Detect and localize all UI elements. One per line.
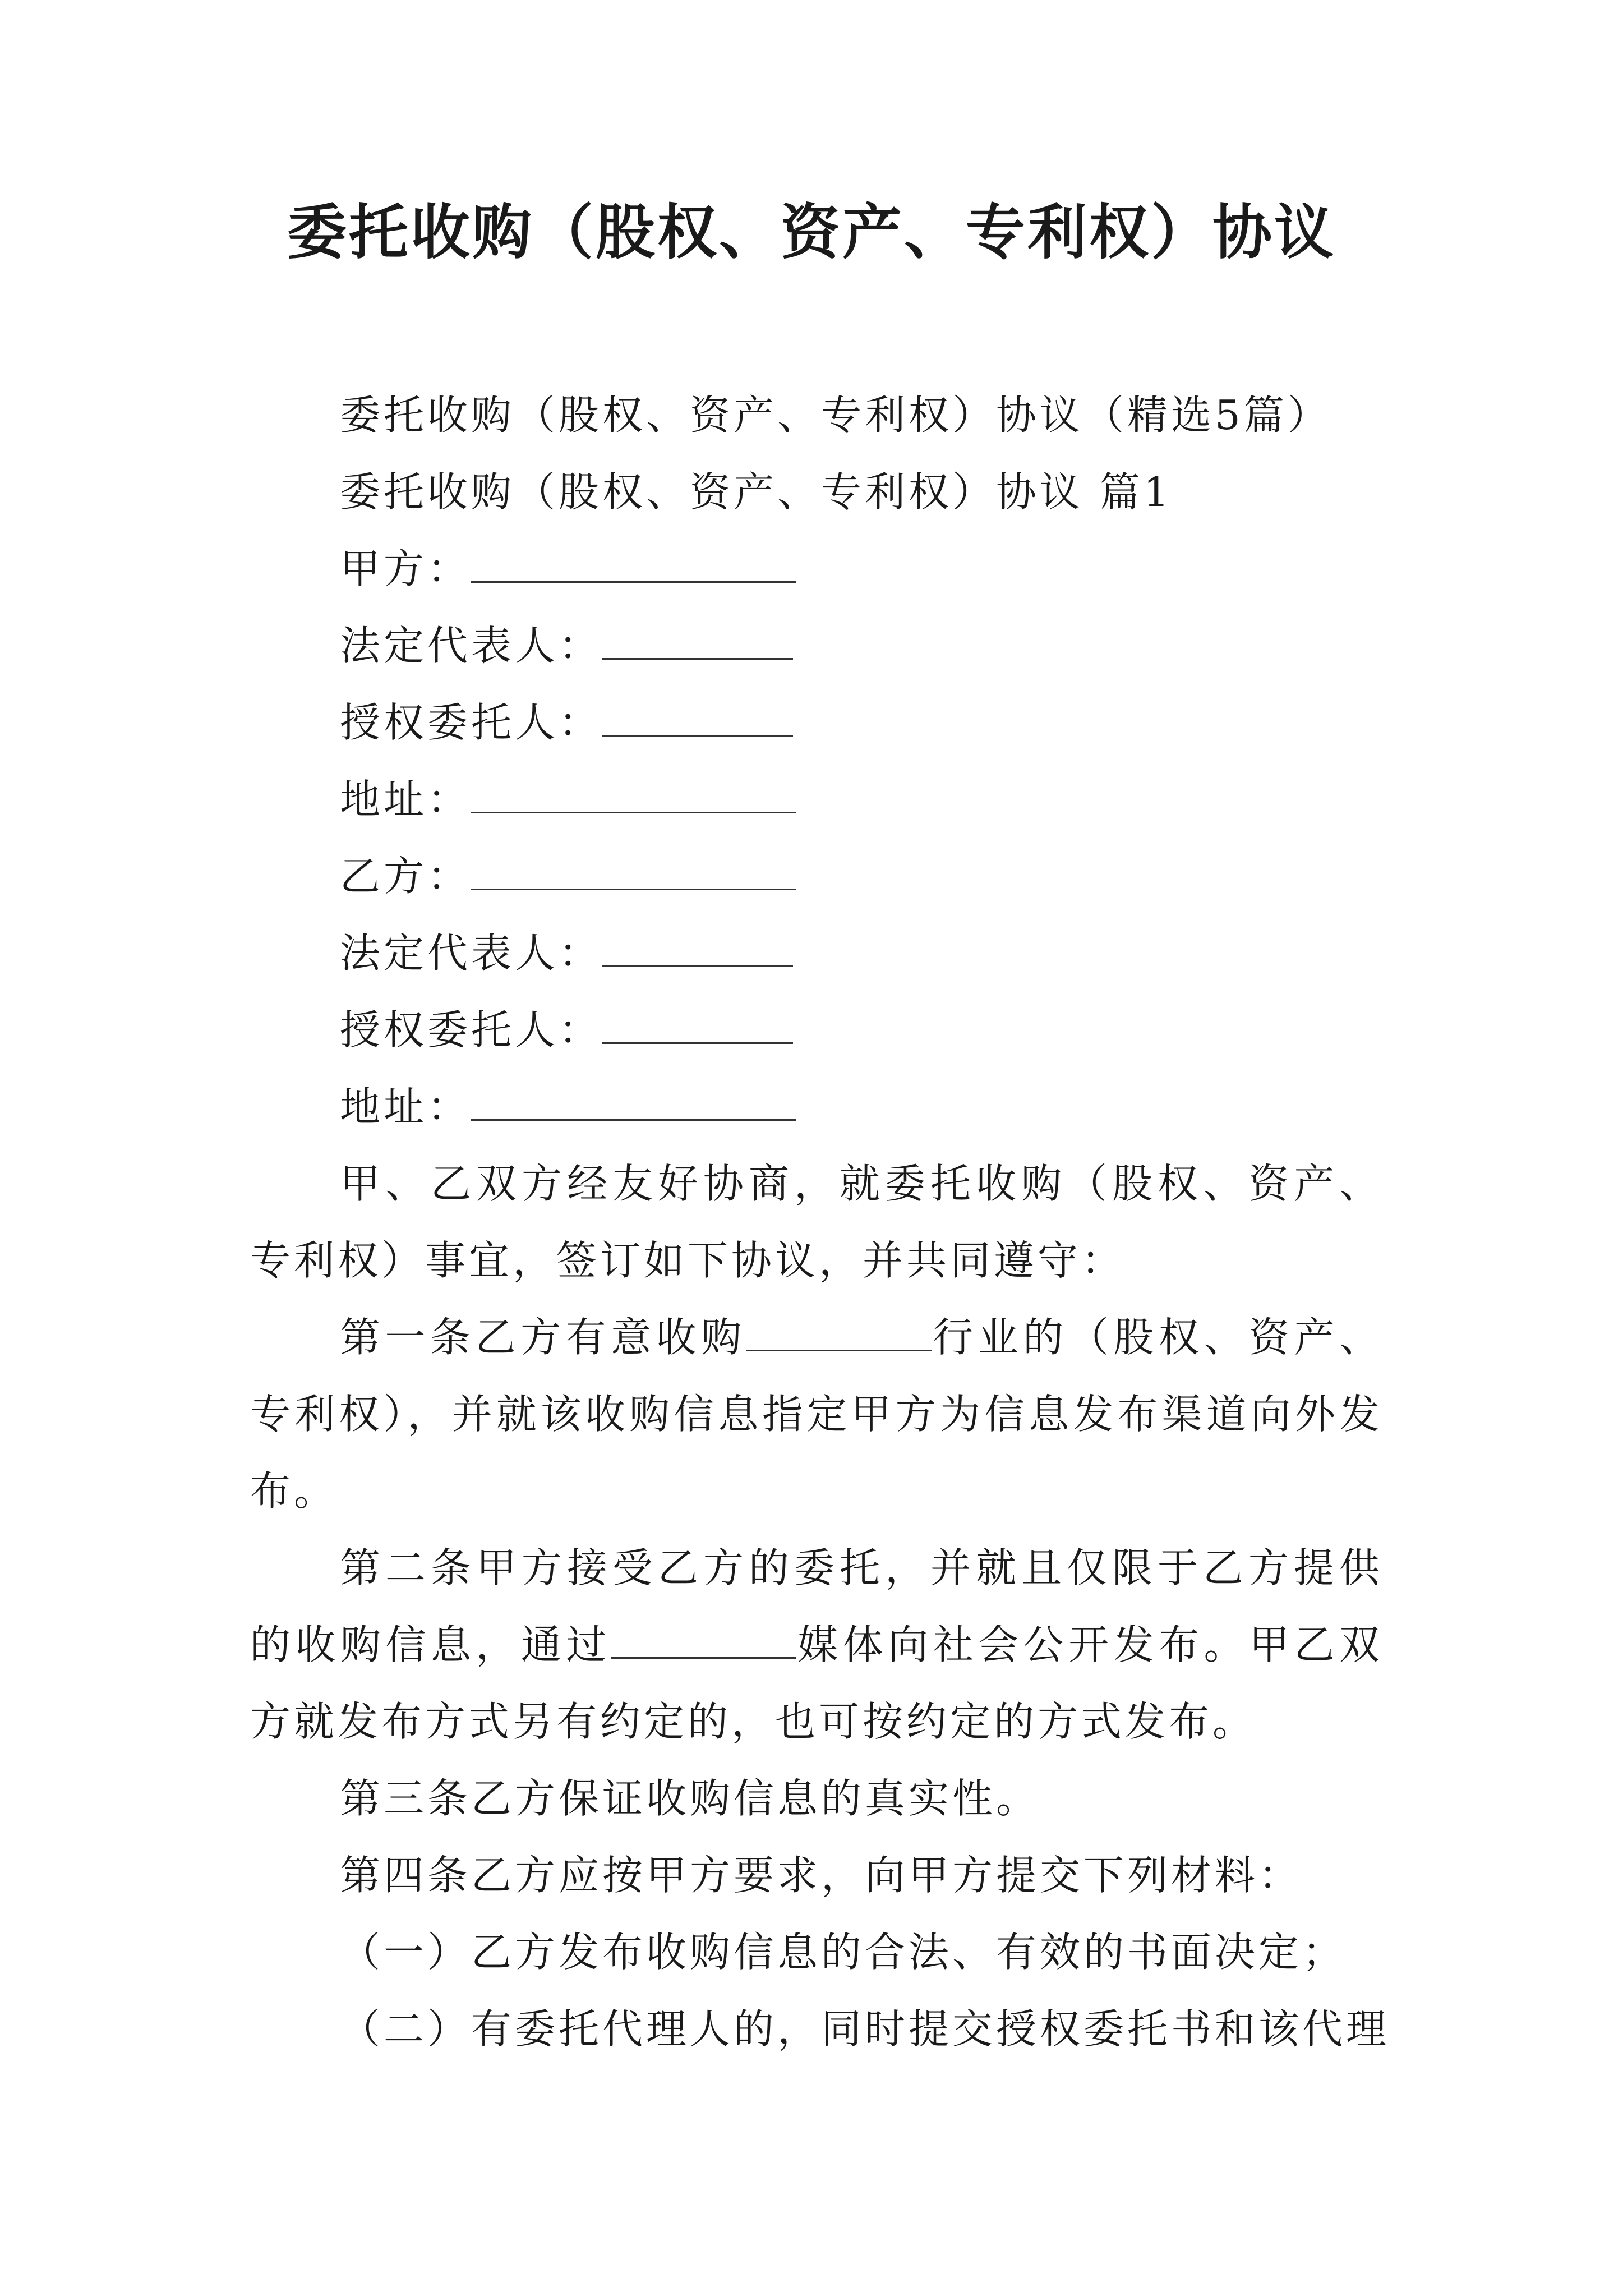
article-1-text-before: 第一条乙方有意收购 xyxy=(340,1314,746,1361)
article-3: 第三条乙方保证收购信息的真实性。 xyxy=(340,1775,1040,1822)
party-b-agent-line xyxy=(250,992,1383,1069)
article-2-text-after: 媒体向社会公开发布。甲乙双方就发布方式另有约定的，也可按约定的方式发布。 xyxy=(250,1621,1383,1745)
article-4-item-2: （二）有委托代理人的，同时提交授权委托书和该代理 xyxy=(340,2005,1390,2053)
party-a-address-line xyxy=(250,761,1383,838)
article-4: 第四条乙方应按甲方要求，向甲方提交下列材料： xyxy=(340,1852,1303,1899)
party-b-legal-rep-blank xyxy=(602,932,793,967)
party-a-legal-rep-label: 法定代表人： xyxy=(340,622,603,669)
party-a-line xyxy=(250,531,1383,608)
party-b-legal-rep-line xyxy=(250,915,1383,992)
party-b-address-line xyxy=(250,1069,1383,1145)
party-a-label: 甲方： xyxy=(340,545,472,592)
party-a-address-blank xyxy=(471,778,796,813)
article-2-text-before: 第二条甲方接受乙方的委托，并就且仅限于乙方提供的收购信息，通过 xyxy=(250,1544,1383,1668)
article-2-blank xyxy=(611,1623,796,1659)
party-a-legal-rep-blank xyxy=(602,624,793,660)
section-heading: 委托收购（股权、资产、专利权）协议 篇1 xyxy=(340,468,1173,516)
party-a-agent-line xyxy=(250,684,1383,761)
article-2 xyxy=(250,1530,1383,1760)
party-b-line xyxy=(250,838,1383,915)
article-1-text-after: 行业的（股权、资产、专利权），并就该收购信息指定甲方为信息发布渠道向外发布。 xyxy=(250,1314,1383,1515)
party-a-agent-label: 授权委托人： xyxy=(340,699,603,746)
document-body xyxy=(250,377,1390,2068)
party-a-blank xyxy=(471,547,796,583)
article-1 xyxy=(250,1299,1383,1530)
party-b-agent-label: 授权委托人： xyxy=(340,1006,603,1053)
party-b-agent-blank xyxy=(602,1009,793,1044)
intro-paragraph: 甲、乙双方经友好协商，就委托收购（股权、资产、专利权）事宜，签订如下协议，并共同遵守： xyxy=(250,1160,1383,1284)
document-subtitle: 委托收购（股权、资产、专利权）协议（精选5篇） xyxy=(340,392,1331,439)
party-b-label: 乙方： xyxy=(340,853,472,900)
party-a-address-label: 地址： xyxy=(340,776,472,823)
party-a-legal-rep-line xyxy=(250,608,1383,684)
article-4-item-1: （一）乙方发布收购信息的合法、有效的书面决定； xyxy=(340,1929,1347,1976)
party-b-address-label: 地址： xyxy=(340,1083,472,1130)
party-b-address-blank xyxy=(471,1085,796,1121)
article-1-blank xyxy=(746,1316,932,1351)
party-a-agent-blank xyxy=(602,701,793,737)
party-b-blank xyxy=(471,855,796,890)
document-title: 委托收购（股权、资产、专利权）协议 xyxy=(287,198,1336,267)
party-b-legal-rep-label: 法定代表人： xyxy=(340,930,603,977)
